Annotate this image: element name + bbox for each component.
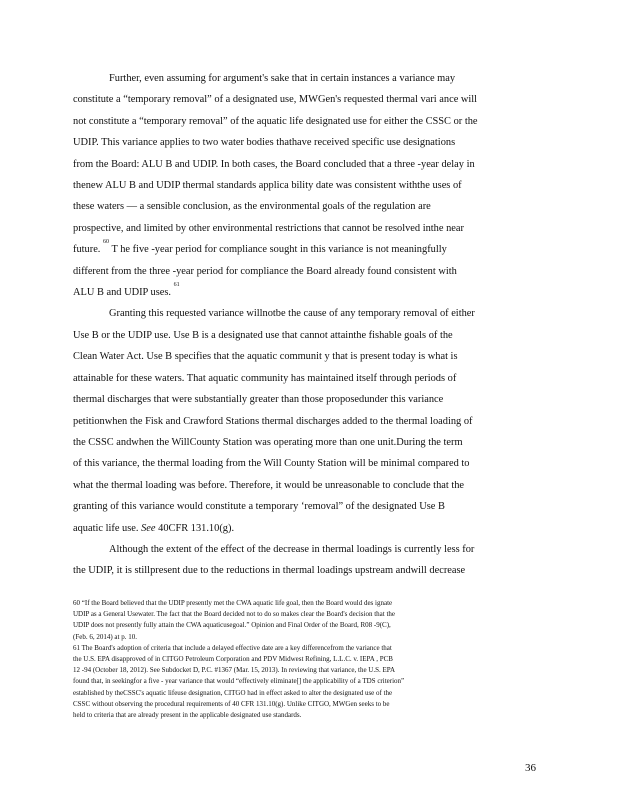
text-line: Although the extent of the effect of the decrease in thermal loadings is currently less for: [109, 543, 475, 555]
text-line: thermal discharges that were substantially greater than those proposedunder this variance: [73, 394, 444, 406]
footnote-61-line: 12 -94 (October 18, 2012). See Subdocket D, P.C. #1367 (Mar. 15, 2013). In reviewing that variance, the U.S. EPA: [73, 666, 396, 675]
footnote-61-line: CSSC without observing the procedural requirements of 40 CFR 131.10(g). Unlike CITGO, MWGen seeks to be: [73, 699, 390, 708]
text-line: thenew ALU B and UDIP thermal standards applica bility date was consistent withthe uses of: [73, 180, 462, 192]
footnote-60-line: UDIP as a General Usewater. The fact that the Board decided not to do so makes clear the Board's decision that the: [73, 610, 395, 619]
text-line: different from the three -year period for compliance the Board already found consistent with: [73, 265, 457, 277]
text-line: granting of this variance would constitute a temporary ‘removal” of the designated Use B: [73, 501, 445, 513]
text-line: what the thermal loading was before. Therefore, it would be unreasonable to conclude that the: [73, 479, 465, 491]
text-line: prospective, and limited by other environmental restrictions that cannot be resolved inthe near: [73, 222, 464, 234]
text-line: Clean Water Act. Use B specifies that the aquatic communit y that is present today is what is: [73, 351, 458, 363]
footnotes: [73, 598, 545, 721]
footnote-60-line: 60 “If the Board believed that the UDIP presently met the CWA aquatic life goal, then the Board would des ignate: [73, 599, 393, 607]
text-run: future.: [73, 244, 104, 256]
text-line: [73, 239, 545, 260]
text-run: T he five -year period for compliance sought in this variance is not meaningfully: [111, 244, 447, 256]
footnote-61-line: established by theCSSC's aquatic lifeuse designation, CITGO had in effect asked to alter the designated use of the: [73, 688, 393, 697]
text-line: petitionwhen the Fisk and Crawford Stations thermal discharges added to the thermal loading of: [73, 415, 473, 427]
text-line: from the Board: ALU B and UDIP. In both cases, the Board concluded that a three -year delay in: [73, 158, 475, 170]
text-line: Use B or the UDIP use. Use B is a designated use that cannot attainthe fishable goals of the: [73, 329, 453, 341]
footnote-ref-61[interactable]: 61: [173, 282, 180, 289]
footnote-60-line: (Feb. 6, 2014) at p. 10.: [73, 632, 137, 641]
text-line: Granting this requested variance willnotbe the cause of any temporary removal of either: [109, 308, 475, 320]
signal-word-see: See: [141, 522, 156, 534]
text-line: [73, 518, 545, 539]
text-run: 40CFR 131.10(g).: [158, 522, 235, 534]
text-line: these waters — a sensible conclusion, as the environmental goals of the regulation are: [73, 201, 431, 213]
footnote-61-line: held to criteria that are already present in the applicable designated use standards.: [73, 711, 302, 720]
footnote-61-line: 61 The Board's adoption of criteria that include a delayed effective date are a key differencefrom the variance that: [73, 643, 392, 652]
text-line: the CSSC andwhen the WillCounty Station was operating more than one unit.During the term: [73, 436, 463, 448]
text-line: of this variance, the thermal loading from the Will County Station will be minimal compared to: [73, 458, 470, 470]
text-line: not constitute a “temporary removal” of the aquatic life designated use for either the CSSC or the: [73, 115, 478, 127]
text-line: [73, 282, 545, 303]
footnote-60-line: UDIP does not presently fully attain the CWA aquaticusegoal.” Opinion and Final Order of the Board, R08 -9(C),: [73, 621, 391, 630]
text-line: the UDIP, it is stillpresent due to the reductions in thermal loadings upstream andwill decrease: [73, 565, 466, 577]
footnote-61-line: found that, in seekingfor a five - year variance that would “effectively eliminate[] the applicability of a TDS criterion”: [73, 677, 405, 686]
body-text: [73, 68, 545, 582]
text-line: constitute a “temporary removal” of a designated use, MWGen's requested thermal vari ance will: [73, 94, 478, 106]
text-line: Further, even assuming for argument's sake that in certain instances a variance may: [109, 73, 456, 84]
text-line: attainable for these waters. That aquatic community has maintained itself through periods of: [73, 372, 457, 384]
text-line: UDIP. This variance applies to two water bodies thathave received specific use designations: [73, 137, 456, 149]
footnote-ref-60[interactable]: 60: [103, 239, 110, 246]
text-run: ALU B and UDIP uses.: [73, 287, 174, 299]
footnote-61-line: the U.S. EPA disapproved of in CITGO Petroleum Corporation and PDV Midwest Refining, L.L.C. v. IEPA , PCB: [73, 655, 393, 664]
text-run: aquatic life use.: [73, 522, 142, 534]
page-number: 36: [525, 762, 536, 774]
